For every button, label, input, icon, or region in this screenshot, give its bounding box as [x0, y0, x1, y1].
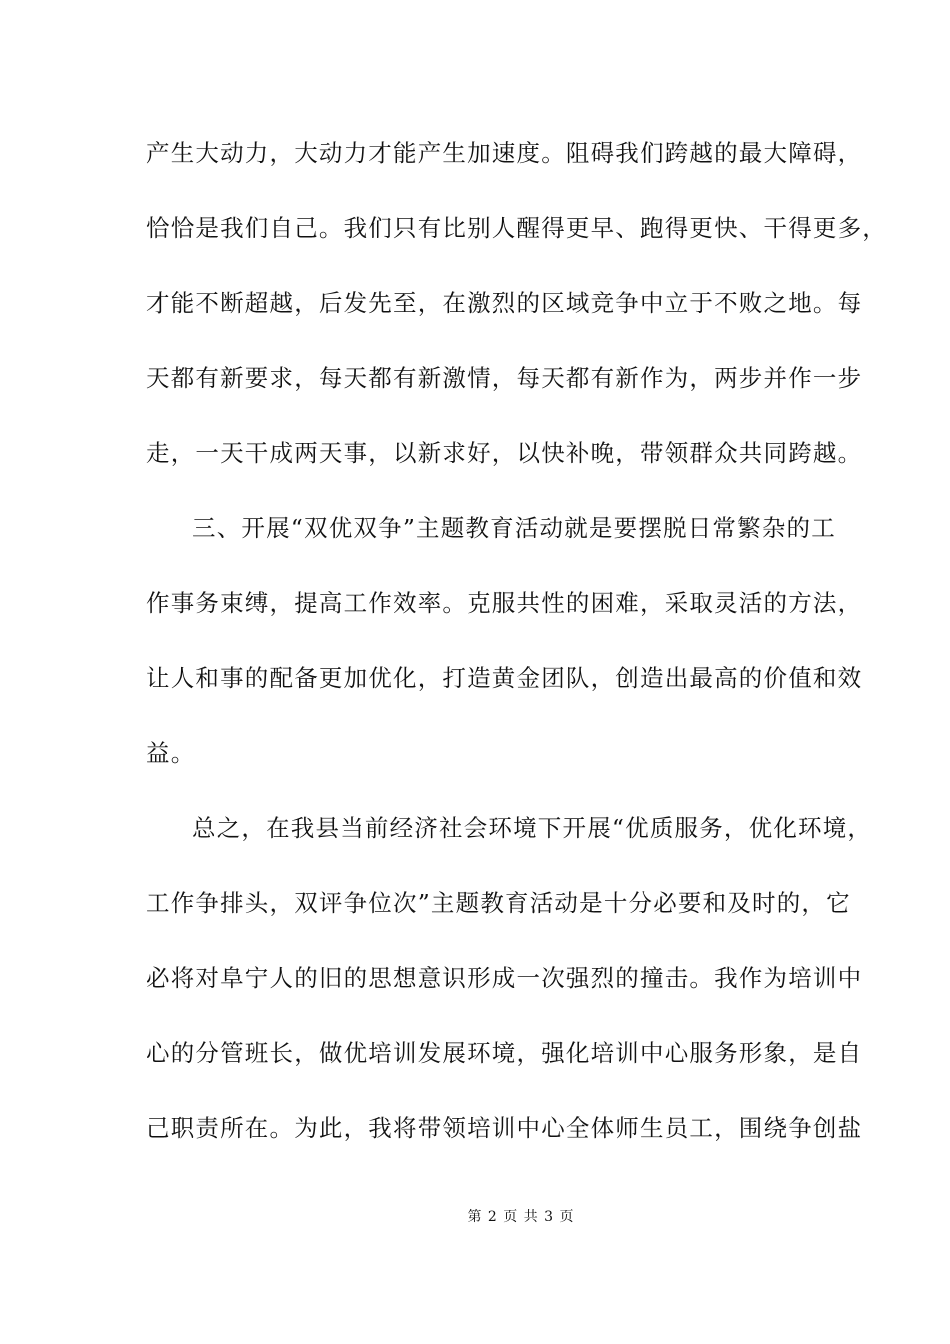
text-line: 三、开展“双优双争”主题教育活动就是要摆脱日常繁杂的工	[192, 514, 836, 542]
text-line: 心的分管班长，做优培训发展环境，强化培训中心服务形象，是自	[146, 1039, 863, 1067]
text-line: 总之，在我县当前经济社会环境下开展“优质服务，优化环境，	[192, 814, 873, 842]
text-line: 工作争排头，双评争位次”主题教育活动是十分必要和及时的，它	[146, 889, 851, 917]
text-line: 必将对阜宁人的旧的思想意识形成一次强烈的撞击。我作为培训中	[146, 964, 863, 992]
text-line: 作事务束缚，提高工作效率。克服共性的困难，采取灵活的方法，	[146, 589, 863, 617]
page-number: 第 2 页 共 3 页	[467, 1209, 575, 1225]
text-line: 己职责所在。为此，我将带领培训中心全体师生员工，围绕争创盐	[146, 1114, 863, 1142]
text-line: 恰恰是我们自己。我们只有比别人醒得更早、跑得更快、干得更多，	[146, 214, 887, 242]
page-footer	[0, 1208, 950, 1226]
text-line: 才能不断超越，后发先至，在激烈的区域竞争中立于不败之地。每	[146, 289, 863, 317]
text-line: 益。	[146, 739, 196, 767]
text-line: 产生大动力，大动力才能产生加速度。阻碍我们跨越的最大障碍，	[146, 139, 863, 167]
text-line: 天都有新要求，每天都有新激情，每天都有新作为，两步并作一步	[146, 364, 863, 392]
text-line: 让人和事的配备更加优化，打造黄金团队，创造出最高的价值和效	[146, 664, 863, 692]
text-line: 走，一天干成两天事，以新求好，以快补晚，带领群众共同跨越。	[146, 439, 863, 467]
